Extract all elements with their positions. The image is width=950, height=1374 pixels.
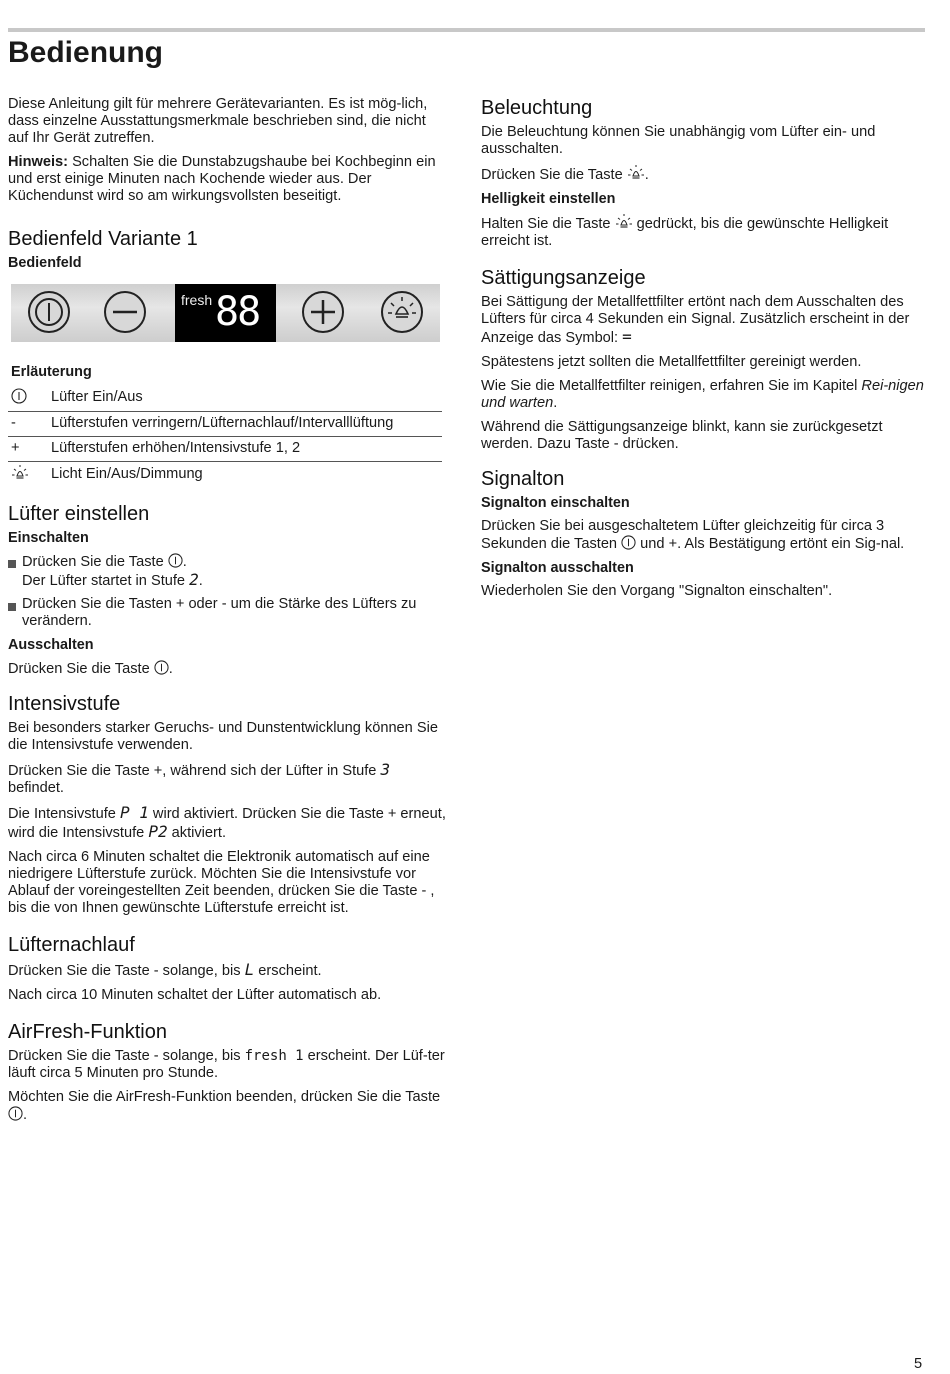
intensiv-p4: Nach circa 6 Minuten schaltet die Elektronik automatisch auf eine niedrigere Lüfterstufe zurück. Möchten Sie die Intensivstufe vor Ablauf der voreingestellten Zeit beenden, drücken Sie die Taste - , bis die von Ihnen gewünschte Lüfterstufe erreicht ist.	[8, 849, 435, 916]
helligkeit-heading: Helligkeit einstellen	[481, 191, 616, 207]
hint-text: Schalten Sie die Dunstabzugshaube bei Kochbeginn ein und erst einige Minuten nach Kochende wieder aus. Der Küchendunst wird so am wirkungsvollsten beseitigt.	[8, 154, 436, 204]
legend-text: Lüfterstufen erhöhen/Intensivstufe 1, 2	[51, 437, 442, 462]
legend-symbol: -	[8, 412, 51, 437]
left-column	[8, 96, 450, 1131]
list-item: Drücken Sie die Taste . Der Lüfter startet in Stufe 2.	[8, 553, 450, 590]
beleuchtung-p2: Drücken Sie die Taste .	[481, 167, 649, 183]
control-panel	[11, 284, 440, 342]
einschalten-heading: Einschalten	[8, 530, 89, 546]
signalton-off-heading: Signalton ausschalten	[481, 560, 634, 576]
right-column	[481, 96, 925, 607]
page-title: Bedienung	[8, 36, 163, 69]
saettigung-p1: Bei Sättigung der Metallfettfilter ertönt nach dem Ausschalten des Lüfters für circa 4 Sekunden ein Signal. Zusätzlich erscheint in der Anzeige das Symbol: =	[481, 294, 910, 346]
segment-display-p1: P 1	[119, 803, 149, 822]
beleuchtung-p1: Die Beleuchtung können Sie unabhängig vom Lüfter ein- und ausschalten.	[481, 124, 876, 157]
saettigung-p4: Während die Sättigungsanzeige blinkt, kann sie zurückgesetzt werden. Dazu Taste - drücken.	[481, 419, 883, 452]
saettigung-p3: Wie Sie die Metallfettfilter reinigen, erfahren Sie im Kapitel Rei-nigen und warten.	[481, 378, 924, 411]
light-icon	[615, 214, 633, 230]
nachlauf-p2: Nach circa 10 Minuten schaltet der Lüfter automatisch ab.	[8, 987, 382, 1003]
display-fresh-label: fresh	[181, 292, 213, 308]
ausschalten-heading: Ausschalten	[8, 637, 94, 653]
legend-row	[8, 412, 442, 437]
intensiv-p3: Die Intensivstufe P 1 wird aktiviert. Drücken Sie die Taste + erneut, wird die Intensivstufe P2 aktiviert.	[8, 803, 446, 841]
hint-paragraph	[8, 154, 450, 205]
top-rule	[8, 28, 925, 32]
signalton-on-heading: Signalton einschalten	[481, 495, 630, 511]
signalton-off-text: Wiederholen Sie den Vorgang "Signalton einschalten".	[481, 583, 833, 599]
legend-row	[8, 385, 442, 412]
beleuchtung-heading: Beleuchtung	[481, 97, 593, 119]
ausschalten-text: Drücken Sie die Taste .	[8, 661, 173, 677]
power-button-icon[interactable]	[27, 290, 71, 334]
legend-row	[8, 462, 442, 489]
legend-text: Lüfter Ein/Aus	[51, 385, 442, 412]
einschalten-list	[8, 553, 450, 630]
bedienfeld-subheading: Bedienfeld	[8, 255, 82, 271]
power-icon	[11, 388, 27, 404]
display-digits: 88	[215, 289, 260, 335]
power-icon	[168, 553, 183, 568]
nachlauf-p1: Drücken Sie die Taste - solange, bis L erscheint.	[8, 960, 322, 979]
plus-button-icon[interactable]	[301, 290, 345, 334]
light-icon	[627, 165, 645, 181]
nachlauf-heading: Lüfternachlauf	[8, 934, 135, 956]
intensiv-p2: Drücken Sie die Taste +, während sich der Lüfter in Stufe 3 befindet.	[8, 760, 391, 796]
hint-label: Hinweis:	[8, 154, 69, 170]
legend-heading: Erläuterung	[11, 364, 92, 380]
saettigung-heading: Sättigungsanzeige	[481, 267, 646, 289]
page-number: 5	[914, 1356, 923, 1372]
bedienfeld-heading: Bedienfeld Variante 1	[8, 228, 198, 250]
legend-text: Lüfterstufen verringern/Lüfternachlauf/Intervalllüftung	[51, 412, 442, 437]
intensiv-heading: Intensivstufe	[8, 693, 121, 715]
power-icon	[154, 660, 169, 675]
helligkeit-text: Halten Sie die Taste gedrückt, bis die gewünschte Helligkeit erreicht ist.	[481, 216, 889, 249]
luefter-heading: Lüfter einstellen	[8, 503, 150, 525]
list-item: Drücken Sie die Tasten + oder - um die Stärke des Lüfters zu verändern.	[8, 596, 450, 630]
segment-display-l: L	[244, 960, 255, 979]
display	[175, 284, 276, 342]
legend-row	[8, 437, 442, 462]
minus-button-icon[interactable]	[103, 290, 147, 334]
airfresh-heading: AirFresh-Funktion	[8, 1021, 167, 1043]
airfresh-p2: Möchten Sie die AirFresh-Funktion beenden, drücken Sie die Taste .	[8, 1089, 441, 1123]
intensiv-p1: Bei besonders starker Geruchs- und Dunstentwicklung können Sie die Intensivstufe verwenden.	[8, 720, 438, 753]
light-icon	[11, 465, 29, 481]
light-button-icon[interactable]	[380, 290, 424, 334]
power-icon	[8, 1106, 23, 1121]
segment-display-3: 3	[380, 760, 391, 779]
segment-display-saturation: =	[622, 327, 632, 346]
saettigung-p2: Spätestens jetzt sollten die Metallfettfilter gereinigt werden.	[481, 354, 862, 370]
signalton-heading: Signalton	[481, 468, 565, 490]
airfresh-p1: Drücken Sie die Taste - solange, bis fresh 1 erscheint. Der Lüf-ter läuft circa 5 Minuten pro Stunde.	[8, 1048, 445, 1081]
segment-display-p2: P2	[148, 822, 168, 841]
intro-paragraph: Diese Anleitung gilt für mehrere Gerätevarianten. Es ist mög-lich, dass einzelne Ausstattungsmerkmale beschrieben sind, die nicht auf Ihr Gerät zutreffen.	[8, 96, 428, 146]
legend-text: Licht Ein/Aus/Dimmung	[51, 466, 203, 482]
power-icon	[621, 535, 636, 550]
segment-display-2: 2	[189, 570, 199, 589]
segment-display-fresh1: fresh 1	[244, 1048, 304, 1064]
legend-table	[8, 385, 442, 488]
signalton-on-text: Drücken Sie bei ausgeschaltetem Lüfter gleichzeitig für circa 3 Sekunden die Tasten und +. Als Bestätigung ertönt ein Sig-nal.	[481, 518, 905, 552]
legend-symbol: +	[8, 437, 51, 462]
